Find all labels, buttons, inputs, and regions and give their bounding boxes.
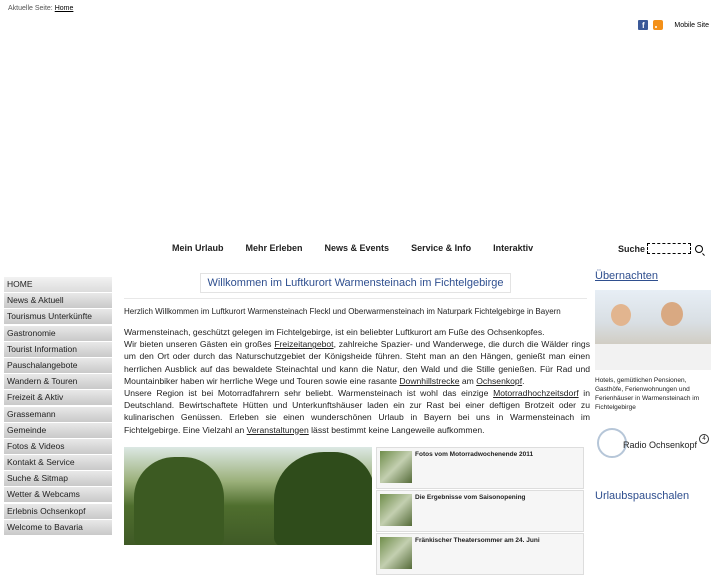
news-item[interactable]	[376, 533, 584, 575]
freizeitangebot-link[interactable]: Freizeitangebot	[274, 339, 334, 350]
news-item[interactable]	[376, 490, 584, 532]
page-title: Willkommen im Luftkurort Warmensteinach im Fichtelgebirge	[200, 273, 510, 293]
mobile-site-link[interactable]: Mobile Site	[674, 21, 709, 29]
person-shape	[611, 304, 631, 326]
radio-logo-text: Radio Ochsenkopf	[623, 440, 698, 450]
hotel-photo[interactable]	[595, 290, 711, 370]
rss-icon[interactable]	[653, 20, 663, 30]
sidebar-item-bavaria[interactable]: Welcome to Bavaria	[4, 520, 112, 535]
news-item[interactable]	[376, 447, 584, 489]
sidebar-item-fotos[interactable]: Fotos & Videos	[4, 439, 112, 454]
sidebar-item-freizeit[interactable]: Freizeit & Aktiv	[4, 390, 112, 405]
downhill-link[interactable]: Downhillstrecke	[399, 375, 460, 386]
radio-ochsenkopf-logo[interactable]	[595, 422, 711, 476]
sidebar-item-grassemann[interactable]: Grassemann	[4, 407, 112, 422]
sidebar-item-gastronomie[interactable]: Gastronomie	[4, 326, 112, 341]
sidebar-item-tourist-info[interactable]: Tourist Information	[4, 342, 112, 357]
page-title-box	[124, 268, 587, 299]
sidebar-item-news[interactable]: News & Aktuell	[4, 293, 112, 308]
news-thumbnail[interactable]	[380, 494, 412, 526]
radio-logo-badge: 4	[699, 434, 709, 444]
ochsenkopf-link[interactable]: Ochsenkopf	[476, 375, 523, 386]
person-shape	[661, 302, 683, 326]
breadcrumb-home-link[interactable]: Home	[54, 5, 74, 12]
nav-mehr-erleben[interactable]: Mehr Erleben	[245, 243, 303, 253]
paragraph-1: Warmensteinach, geschützt gelegen im Fichtelgebirge, ist ein beliebter Luftkurort am Fuße des Ochsenkopfes.	[124, 327, 545, 337]
nav-mein-urlaub[interactable]: Mein Urlaub	[172, 243, 224, 253]
tree-shape	[274, 452, 372, 545]
search-input[interactable]	[647, 243, 691, 254]
table-shape	[595, 344, 711, 370]
paragraph-3: Unsere Region ist bei Motorradfahrern sehr beliebt. Warmensteinach ist wohl das einzige Motorradhochzeitsdorf in Deutschland. Bewirtschaftete Hütten und Unterkunftshäuser laden ein zur Rast bei einer deftigen Brotzeit oder zu kulinarischen Genüssen. Erleben sie einen wunderschönen Urlaub in Bayern bei uns in Warmensteinach im Fichtelgebirge. Eine Vielzahl an Veranstaltungen lässt bestimmt keine Langeweile aufkommen.	[124, 388, 590, 435]
news-title[interactable]: Fränkischer Theatersommer am 24. Juni	[415, 537, 540, 544]
news-list	[376, 447, 584, 576]
paragraph-2: Wir bieten unseren Gästen ein großes Freizeitangebot, zahlreiche Spazier- und Wanderwege, die durch die Wälder rings um den Ort oder durch das Naturschutzgebiet der Königsheide führen. Steht man an den Hängen, genießt man einen herrlichen Ausblick auf das bewaldete Steinachtal und kann die Natur, den Wald und die Stille genießen. Für Rad und Mountainbiker haben wir herrliche Wege und Touren sowie eine rasante Downhillstrecke am Ochsenkopf.	[124, 339, 590, 386]
facebook-icon[interactable]: f	[638, 20, 648, 30]
search-icon[interactable]	[695, 245, 703, 253]
top-icons	[638, 20, 709, 30]
nav-interaktiv[interactable]: Interaktiv	[493, 243, 534, 253]
landscape-photo[interactable]	[124, 447, 372, 545]
nav-service-info[interactable]: Service & Info	[411, 243, 472, 253]
sidebar	[4, 277, 112, 536]
sidebar-item-home[interactable]: HOME	[4, 277, 112, 292]
tree-shape	[134, 457, 224, 545]
breadcrumb	[8, 5, 73, 12]
intro-text: Herzlich Willkommen im Luftkurort Warmensteinach Fleckl und Oberwarmensteinach im Naturpark Fichtelgebirge in Bayern	[124, 307, 561, 316]
urlaubspauschalen-heading[interactable]: Urlaubspauschalen	[595, 490, 690, 502]
sidebar-item-wandern[interactable]: Wandern & Touren	[4, 374, 112, 389]
sidebar-item-gemeinde[interactable]: Gemeinde	[4, 423, 112, 438]
uebernachten-desc: Hotels, gemütlichen Pensionen, Gasthöfe, Ferienwohnungen und Ferienhäuser in Warmensteinach im Fichtelgebirge	[595, 377, 700, 411]
search-area	[618, 243, 703, 254]
news-title[interactable]: Fotos vom Motorradwochenende 2011	[415, 451, 534, 458]
body-text	[124, 326, 590, 436]
uebernachten-heading[interactable]: Übernachten	[595, 270, 658, 282]
motorrad-link[interactable]: Motorradhochzeitsdorf	[493, 388, 579, 399]
sidebar-item-kontakt[interactable]: Kontakt & Service	[4, 455, 112, 470]
search-label: Suche	[618, 243, 646, 254]
sidebar-item-pauschal[interactable]: Pauschalangebote	[4, 358, 112, 373]
main-nav	[172, 243, 555, 253]
veranstaltungen-link[interactable]: Veranstaltungen	[246, 424, 309, 435]
breadcrumb-prefix: Aktuelle Seite:	[8, 5, 53, 12]
news-thumbnail[interactable]	[380, 537, 412, 569]
news-thumbnail[interactable]	[380, 451, 412, 483]
sidebar-item-wetter[interactable]: Wetter & Webcams	[4, 487, 112, 502]
sidebar-item-suche[interactable]: Suche & Sitmap	[4, 471, 112, 486]
sidebar-item-tourismus[interactable]: Tourismus Unterkünfte	[4, 309, 112, 324]
right-column	[595, 270, 715, 502]
nav-news-events[interactable]: News & Events	[324, 243, 390, 253]
news-title[interactable]: Die Ergebnisse vom Saisonopening	[415, 494, 526, 501]
sidebar-item-ochsenkopf[interactable]: Erlebnis Ochsenkopf	[4, 504, 112, 519]
